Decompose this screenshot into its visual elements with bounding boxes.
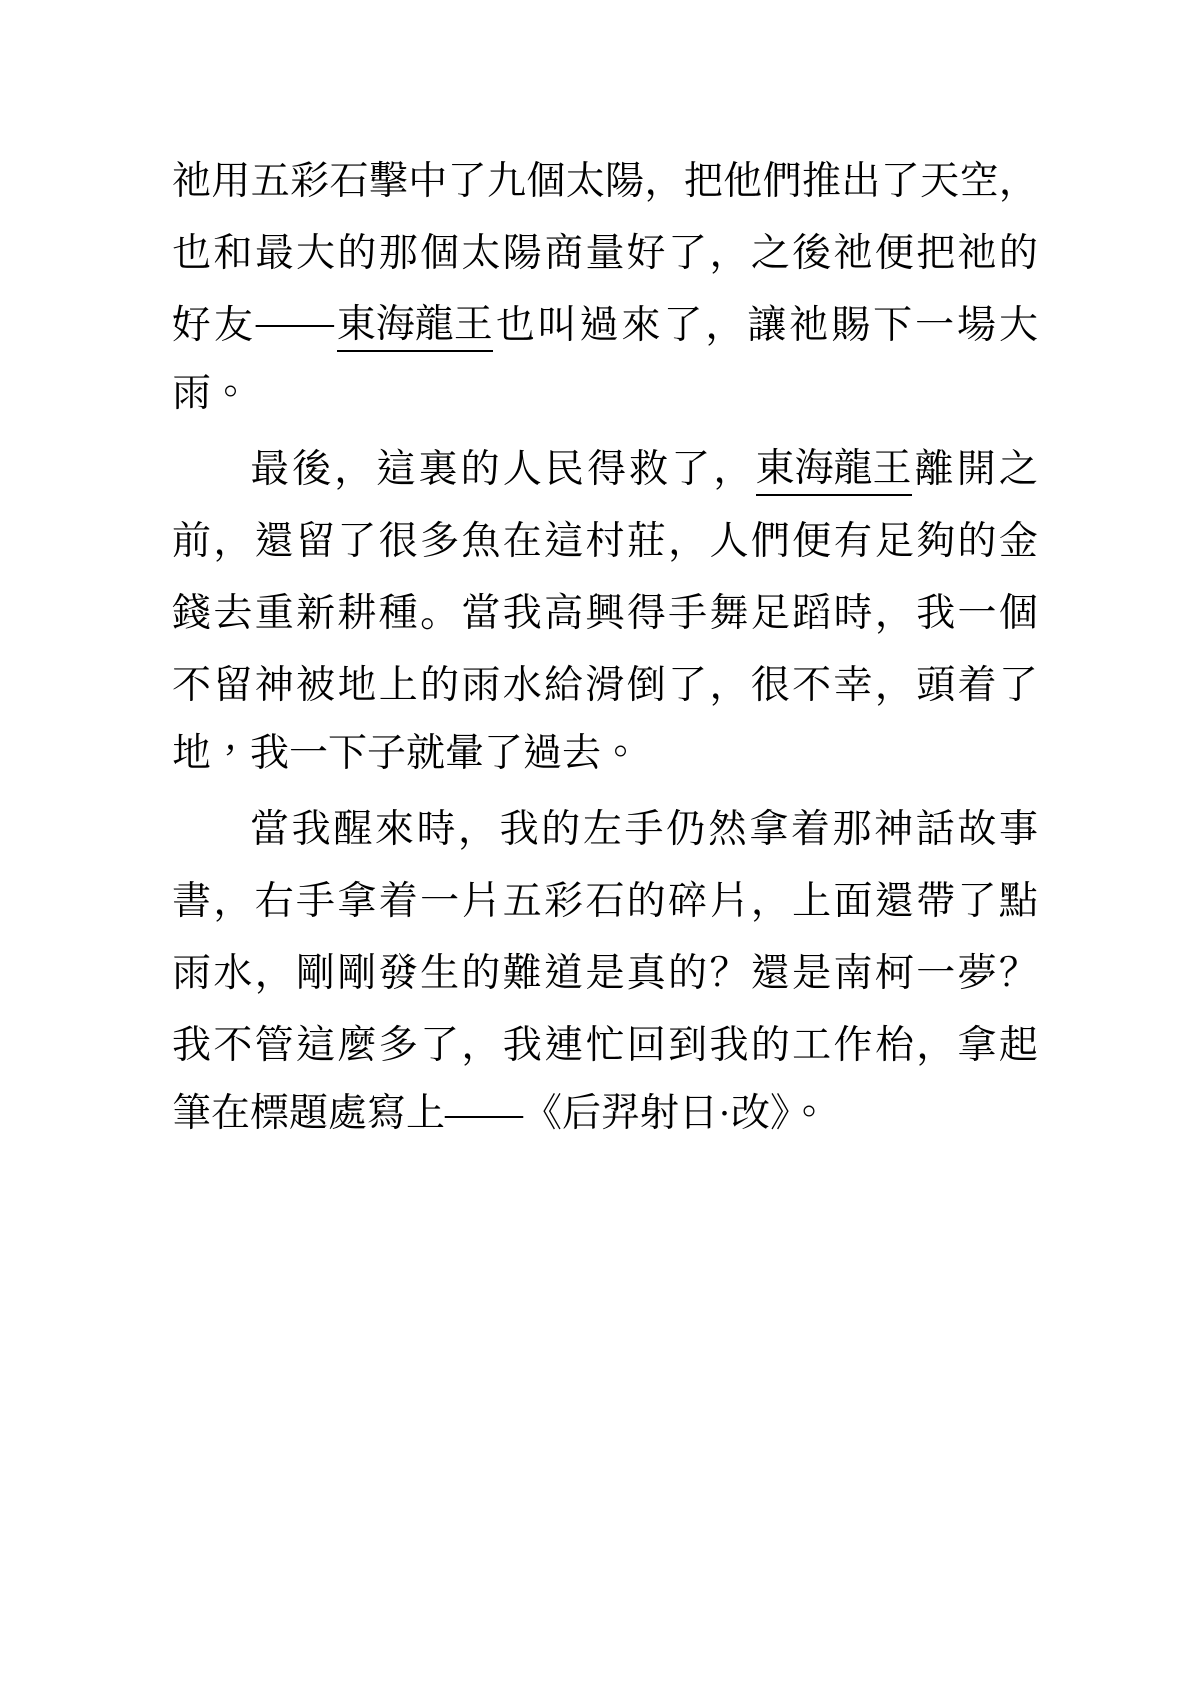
- text-segment: 雨。: [172, 372, 251, 415]
- text-glyph: 重: [254, 592, 294, 635]
- text-segment: 地，我一下子就暈了過去。: [172, 732, 641, 775]
- underlined-phrase: 東海龍王: [337, 293, 493, 352]
- text-glyph: 擊: [368, 160, 408, 203]
- text-glyph: 後: [292, 448, 332, 491]
- text-glyph: 村: [585, 520, 625, 563]
- text-glyph: ——: [255, 300, 334, 344]
- text-glyph: 我: [502, 592, 542, 635]
- text-glyph: ，: [705, 304, 745, 347]
- text-glyph: 上: [792, 880, 832, 923]
- text-glyph: 過: [579, 304, 619, 347]
- text-glyph: 時: [833, 592, 873, 635]
- text-glyph: 之: [998, 448, 1038, 491]
- text-glyph: ，: [713, 448, 753, 491]
- text-glyph: 醒: [333, 808, 373, 851]
- text-line: [172, 430, 1038, 502]
- text-glyph: 了: [998, 664, 1038, 707]
- text-glyph: 管: [254, 1024, 294, 1067]
- text-glyph: ？: [998, 952, 1038, 995]
- text-glyph: 一: [420, 880, 460, 923]
- text-glyph: 難: [502, 952, 542, 995]
- text-glyph: 工: [792, 1024, 832, 1067]
- text-glyph: 一: [916, 952, 956, 995]
- text-glyph: 手: [296, 880, 336, 923]
- text-glyph: 那: [378, 232, 418, 275]
- text-glyph: 手: [624, 808, 664, 851]
- text-glyph: 雨: [172, 952, 212, 995]
- text-glyph: 裏: [418, 448, 458, 491]
- text-glyph: ，: [334, 448, 374, 491]
- text-glyph: 個: [420, 232, 460, 275]
- text-glyph: 水: [213, 952, 253, 995]
- text-glyph: 了: [668, 232, 708, 275]
- text-glyph: ，: [254, 952, 294, 995]
- text-glyph: 蹈: [792, 592, 832, 635]
- text-glyph: 片: [709, 880, 749, 923]
- text-glyph: ，: [916, 1024, 956, 1067]
- text-line: [172, 1006, 1038, 1078]
- text-glyph: 我: [172, 1024, 212, 1067]
- text-glyph: 片: [461, 880, 501, 923]
- text-glyph: 着: [790, 808, 830, 851]
- text-glyph: 不: [172, 664, 212, 707]
- text-glyph: 在: [502, 520, 542, 563]
- document-text: [172, 142, 1038, 1150]
- text-glyph: 連: [544, 1024, 584, 1067]
- text-glyph: 還: [750, 952, 790, 995]
- text-line: [172, 574, 1038, 646]
- text-glyph: 然: [707, 808, 747, 851]
- text-glyph: 回: [626, 1024, 666, 1067]
- text-glyph: ，: [750, 880, 790, 923]
- text-glyph: 五: [250, 160, 290, 203]
- text-glyph: 那: [832, 808, 872, 851]
- text-glyph: 當: [461, 592, 501, 635]
- text-glyph: 的: [461, 952, 501, 995]
- text-glyph: 祂: [833, 232, 873, 275]
- text-glyph: 金: [998, 520, 1038, 563]
- text-glyph: 頭: [916, 664, 956, 707]
- text-glyph: 空: [959, 160, 999, 203]
- text-glyph: 我: [499, 808, 539, 851]
- text-line: [172, 214, 1038, 286]
- text-glyph: 推: [802, 160, 842, 203]
- text-glyph: 足: [874, 520, 914, 563]
- text-glyph: 的: [337, 232, 377, 275]
- text-glyph: 很: [750, 664, 790, 707]
- text-glyph: ，: [644, 160, 684, 203]
- text-glyph: 五: [502, 880, 542, 923]
- text-line: [172, 358, 1038, 430]
- text-glyph: 祂: [172, 160, 212, 203]
- text-glyph: 了: [671, 448, 711, 491]
- text-glyph: 的: [420, 664, 460, 707]
- text-glyph: 碎: [668, 880, 708, 923]
- text-glyph: 和: [213, 232, 253, 275]
- text-glyph: 高: [544, 592, 584, 635]
- text-glyph: 是: [792, 952, 832, 995]
- text-glyph: 舞: [709, 592, 749, 635]
- text-glyph: 最: [254, 232, 294, 275]
- text-glyph: 話: [915, 808, 955, 851]
- text-glyph: 的: [998, 232, 1038, 275]
- text-glyph: 仍: [666, 808, 706, 851]
- text-glyph: 這: [544, 520, 584, 563]
- text-glyph: 便: [874, 232, 914, 275]
- text-line: [172, 1078, 1038, 1150]
- text-glyph: 新: [296, 592, 336, 635]
- text-glyph: 帶: [916, 880, 956, 923]
- text-glyph: 起: [998, 1024, 1038, 1067]
- text-glyph: 雨: [461, 664, 501, 707]
- text-glyph: ，: [458, 808, 498, 851]
- text-glyph: 下: [873, 304, 913, 347]
- text-glyph: 出: [841, 160, 881, 203]
- text-glyph: ，: [213, 520, 253, 563]
- text-line: [172, 502, 1038, 574]
- text-glyph: 用: [211, 160, 251, 203]
- text-glyph: 商: [544, 232, 584, 275]
- text-glyph: 發: [378, 952, 418, 995]
- text-glyph: 祂: [957, 232, 997, 275]
- text-glyph: 着: [378, 880, 418, 923]
- text-glyph: 最: [250, 448, 290, 491]
- text-glyph: 好: [172, 304, 212, 347]
- text-glyph: 地: [337, 664, 377, 707]
- text-glyph: 道: [544, 952, 584, 995]
- text-line: [172, 934, 1038, 1006]
- text-glyph: 故: [957, 808, 997, 851]
- text-glyph: 友: [213, 304, 253, 347]
- text-glyph: 九: [487, 160, 527, 203]
- text-glyph: 們: [762, 160, 802, 203]
- text-glyph: 書: [172, 880, 212, 923]
- text-glyph: ，: [874, 664, 914, 707]
- text-glyph: ，: [213, 880, 253, 923]
- text-glyph: 把: [683, 160, 723, 203]
- text-glyph: 了: [880, 160, 920, 203]
- text-glyph: 陽: [605, 160, 645, 203]
- text-glyph: 了: [957, 880, 997, 923]
- text-glyph: ，: [998, 160, 1038, 203]
- text-glyph: 也: [495, 304, 535, 347]
- text-glyph: 好: [626, 232, 666, 275]
- text-glyph: 場: [957, 304, 997, 347]
- text-glyph: 剛: [296, 952, 336, 995]
- text-glyph: 量: [585, 232, 625, 275]
- text-glyph: 足: [750, 592, 790, 635]
- text-glyph: 一: [957, 592, 997, 635]
- text-glyph: 了: [447, 160, 487, 203]
- text-glyph: 來: [621, 304, 661, 347]
- text-glyph: 們: [750, 520, 790, 563]
- text-glyph: 一: [915, 304, 955, 347]
- text-glyph: 真: [626, 952, 666, 995]
- text-glyph: 耕: [337, 592, 377, 635]
- text-glyph: 是: [585, 952, 625, 995]
- text-glyph: 民: [544, 448, 584, 491]
- text-glyph: 的: [750, 1024, 790, 1067]
- text-glyph: 倒: [626, 664, 666, 707]
- text-glyph: 石: [329, 160, 369, 203]
- text-glyph: 我: [502, 1024, 542, 1067]
- text-glyph: 點: [998, 880, 1038, 923]
- text-glyph: 多: [420, 520, 460, 563]
- text-glyph: 個: [998, 592, 1038, 635]
- text-glyph: 還: [874, 880, 914, 923]
- text-glyph: 前: [172, 520, 212, 563]
- text-glyph: 幸: [833, 664, 873, 707]
- text-line: [172, 718, 1038, 790]
- text-glyph: 去: [213, 592, 253, 635]
- text-glyph: 。: [420, 592, 460, 635]
- text-glyph: 得: [626, 592, 666, 635]
- text-glyph: 麼: [337, 1024, 377, 1067]
- text-glyph: 的: [626, 880, 666, 923]
- text-glyph: 讓: [747, 304, 787, 347]
- text-glyph: 神: [254, 664, 294, 707]
- text-glyph: 把: [916, 232, 956, 275]
- text-glyph: 開: [956, 448, 996, 491]
- text-line: [172, 646, 1038, 718]
- text-glyph: 時: [416, 808, 456, 851]
- text-glyph: 生: [420, 952, 460, 995]
- text-glyph: 了: [663, 304, 703, 347]
- text-glyph: 魚: [461, 520, 501, 563]
- text-line: [172, 142, 1038, 214]
- text-glyph: 的: [541, 808, 581, 851]
- text-glyph: 個: [526, 160, 566, 203]
- paragraph: [172, 790, 1038, 1150]
- text-glyph: 我: [709, 1024, 749, 1067]
- text-glyph: 錢: [172, 592, 212, 635]
- text-glyph: 來: [374, 808, 414, 851]
- text-glyph: 我: [916, 592, 956, 635]
- text-glyph: 人: [502, 448, 542, 491]
- underlined-phrase: 東海龍王: [756, 437, 912, 496]
- text-glyph: 不: [792, 664, 832, 707]
- text-glyph: 還: [254, 520, 294, 563]
- text-segment: 筆在標題處寫上——《后羿射日·改》。: [172, 1092, 829, 1135]
- text-glyph: 作: [833, 1024, 873, 1067]
- text-glyph: 南: [833, 952, 873, 995]
- text-glyph: 忙: [585, 1024, 625, 1067]
- text-line: [172, 862, 1038, 934]
- text-glyph: 着: [957, 664, 997, 707]
- paragraph: [172, 430, 1038, 790]
- text-glyph: 右: [254, 880, 294, 923]
- text-glyph: 太: [565, 160, 605, 203]
- text-glyph: 留: [213, 664, 253, 707]
- text-glyph: 也: [172, 232, 212, 275]
- text-glyph: 這: [296, 1024, 336, 1067]
- text-glyph: 多: [378, 1024, 418, 1067]
- text-glyph: 的: [668, 952, 708, 995]
- text-glyph: 拿: [957, 1024, 997, 1067]
- text-glyph: 留: [296, 520, 336, 563]
- text-glyph: 莊: [626, 520, 666, 563]
- text-glyph: 柯: [874, 952, 914, 995]
- text-glyph: 左: [582, 808, 622, 851]
- text-glyph: 彩: [290, 160, 330, 203]
- text-glyph: 了: [337, 520, 377, 563]
- text-glyph: ，: [709, 232, 749, 275]
- text-glyph: 我: [291, 808, 331, 851]
- text-glyph: 陽: [502, 232, 542, 275]
- text-glyph: 的: [460, 448, 500, 491]
- text-glyph: 被: [296, 664, 336, 707]
- text-glyph: 石: [585, 880, 625, 923]
- text-glyph: 很: [378, 520, 418, 563]
- text-glyph: 救: [629, 448, 669, 491]
- text-glyph: 人: [709, 520, 749, 563]
- text-glyph: 有: [833, 520, 873, 563]
- text-glyph: 這: [376, 448, 416, 491]
- text-glyph: ，: [874, 592, 914, 635]
- text-glyph: ？: [709, 952, 749, 995]
- text-glyph: 當: [250, 808, 290, 851]
- text-glyph: 他: [723, 160, 763, 203]
- text-glyph: 了: [668, 664, 708, 707]
- text-glyph: 的: [957, 520, 997, 563]
- text-glyph: 彩: [544, 880, 584, 923]
- text-glyph: 剛: [337, 952, 377, 995]
- text-glyph: 神: [874, 808, 914, 851]
- text-glyph: 離: [914, 448, 954, 491]
- text-glyph: 夢: [957, 952, 997, 995]
- text-glyph: 上: [378, 664, 418, 707]
- text-glyph: 祂: [789, 304, 829, 347]
- text-glyph: 枱: [874, 1024, 914, 1067]
- text-glyph: ，: [461, 1024, 501, 1067]
- text-line: [172, 790, 1038, 862]
- text-glyph: 種: [378, 592, 418, 635]
- text-glyph: 面: [833, 880, 873, 923]
- paragraph: [172, 142, 1038, 430]
- text-glyph: 到: [668, 1024, 708, 1067]
- text-glyph: 拿: [337, 880, 377, 923]
- text-glyph: 中: [408, 160, 448, 203]
- text-glyph: 事: [998, 808, 1038, 851]
- text-glyph: 賜: [831, 304, 871, 347]
- text-glyph: 天: [920, 160, 960, 203]
- text-line: [172, 286, 1038, 358]
- text-glyph: 後: [792, 232, 832, 275]
- text-glyph: 拿: [749, 808, 789, 851]
- text-glyph: 太: [461, 232, 501, 275]
- text-glyph: 興: [585, 592, 625, 635]
- text-glyph: 得: [587, 448, 627, 491]
- text-glyph: 水: [502, 664, 542, 707]
- text-glyph: 給: [544, 664, 584, 707]
- text-glyph: 不: [213, 1024, 253, 1067]
- text-glyph: 之: [750, 232, 790, 275]
- text-glyph: 大: [296, 232, 336, 275]
- text-glyph: ，: [709, 664, 749, 707]
- text-glyph: 便: [792, 520, 832, 563]
- text-glyph: 叫: [537, 304, 577, 347]
- text-glyph: 手: [668, 592, 708, 635]
- text-glyph: ，: [668, 520, 708, 563]
- text-glyph: 滑: [585, 664, 625, 707]
- text-glyph: 大: [998, 304, 1038, 347]
- text-glyph: 夠: [916, 520, 956, 563]
- text-glyph: 了: [420, 1024, 460, 1067]
